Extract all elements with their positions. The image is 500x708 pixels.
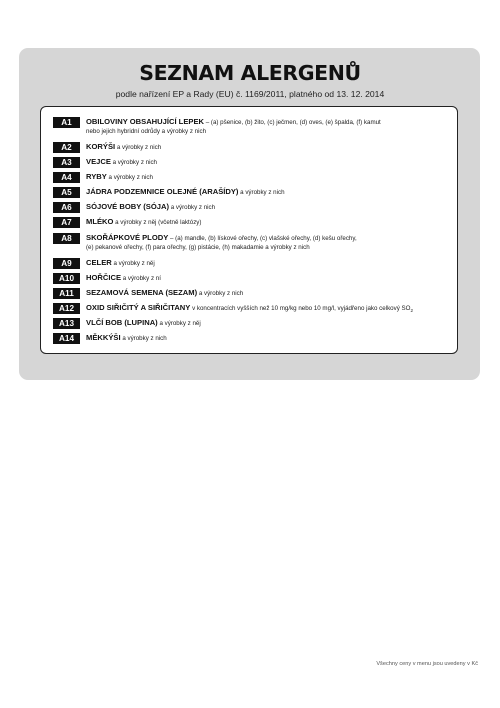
allergen-name: MĚKKÝŠI — [86, 333, 121, 342]
allergen-desc: a výrobky z nich — [169, 204, 216, 211]
allergen-desc: a výrobky z nich — [238, 189, 285, 196]
footer-note: Všechny ceny v menu jsou uvedeny v Kč — [376, 661, 478, 667]
allergen-desc: a výrobky z nich — [197, 290, 244, 297]
page-subtitle: podle nařízení EP a Rady (EU) č. 1169/2011, platného od 13. 12. 2014 — [115, 89, 385, 99]
allergen-name: CELER — [86, 258, 112, 267]
allergen-desc: a výrobky z nich — [115, 144, 162, 151]
allergen-code: A9 — [53, 258, 80, 269]
allergen-text — [86, 258, 451, 268]
allergen-desc: a výrobky z nich — [110, 159, 157, 166]
allergen-text — [86, 288, 451, 298]
allergen-code: A6 — [53, 202, 80, 213]
allergen-desc: – (a) mandle, (b) lískové ořechy, (c) vlašské ořechy, (d) kešu ořechy, — [168, 235, 357, 242]
allergen-code: A12 — [53, 303, 80, 314]
allergen-desc: – (a) pšenice, (b) žito, (c) ječmen, (d) oves, (e) špalda, (f) kamut — [204, 119, 381, 126]
allergen-desc: a výrobky z něj — [111, 260, 155, 267]
allergen-text — [86, 333, 451, 343]
allergen-text — [86, 202, 451, 212]
allergen-name: KORÝŠI — [86, 142, 116, 151]
allergen-desc: a výrobky z nich — [120, 335, 167, 342]
allergen-name: SEZAMOVÁ SEMENA (SEZAM) — [86, 288, 198, 297]
allergen-text — [86, 157, 451, 167]
allergen-code: A5 — [53, 187, 80, 198]
allergen-name: VLČÍ BOB (LUPINA) — [86, 318, 158, 327]
allergen-desc: a výrobky z ní — [121, 275, 161, 282]
allergen-desc: v koncentracích vyšších než 10 mg/kg nebo 10 mg/l, vyjádřeno jako celkový SO — [190, 305, 411, 312]
allergen-text — [86, 318, 451, 328]
allergen-code: A2 — [53, 142, 80, 153]
allergen-code: A11 — [53, 288, 80, 299]
allergen-text — [86, 303, 451, 315]
allergen-text — [86, 187, 451, 197]
allergen-code: A4 — [53, 172, 80, 183]
allergen-name: MLÉKO — [86, 217, 114, 226]
allergen-name: VEJCE — [86, 157, 111, 166]
allergen-code: A1 — [53, 117, 80, 128]
allergen-code: A8 — [53, 233, 80, 244]
allergen-desc-subscript: 2 — [410, 308, 413, 314]
allergen-code: A3 — [53, 157, 80, 168]
allergen-name: OBILOVINY OBSAHUJÍCÍ LEPEK — [86, 117, 205, 126]
allergen-text — [86, 142, 451, 152]
allergen-name: RYBY — [86, 172, 107, 181]
allergen-text — [86, 233, 451, 252]
allergen-name: HOŘČICE — [86, 273, 122, 282]
allergen-code: A10 — [53, 273, 80, 284]
allergen-text — [86, 117, 451, 136]
allergen-text — [86, 273, 451, 283]
allergen-list — [40, 106, 458, 354]
allergen-name: SKOŘÁPKOVÉ PLODY — [86, 233, 169, 242]
allergen-desc: a výrobky z nich — [106, 174, 153, 181]
allergen-desc: a výrobky z něj (včetně laktózy) — [113, 219, 202, 226]
allergen-desc-line2: nebo jejich hybridní odrůdy a výrobky z nich — [86, 128, 207, 135]
allergen-name: JÁDRA PODZEMNICE OLEJNÉ (ARAŠÍDY) — [86, 187, 239, 196]
allergen-name: OXID SIŘIČITÝ A SIŘIČITANY — [86, 303, 191, 312]
allergen-text — [86, 217, 451, 227]
allergen-name: SÓJOVÉ BOBY (SÓJA) — [86, 202, 169, 211]
allergen-desc: a výrobky z něj — [157, 320, 201, 327]
page-title: SEZNAM ALERGENŮ — [139, 61, 361, 85]
allergen-code: A7 — [53, 217, 80, 228]
allergen-code: A13 — [53, 318, 80, 329]
allergen-code: A14 — [53, 333, 80, 344]
allergen-text — [86, 172, 451, 182]
allergen-desc-line2: (e) pekanové ořechy, (f) para ořechy, (g) pistácie, (h) makadamie a výrobky z nich — [86, 244, 310, 251]
